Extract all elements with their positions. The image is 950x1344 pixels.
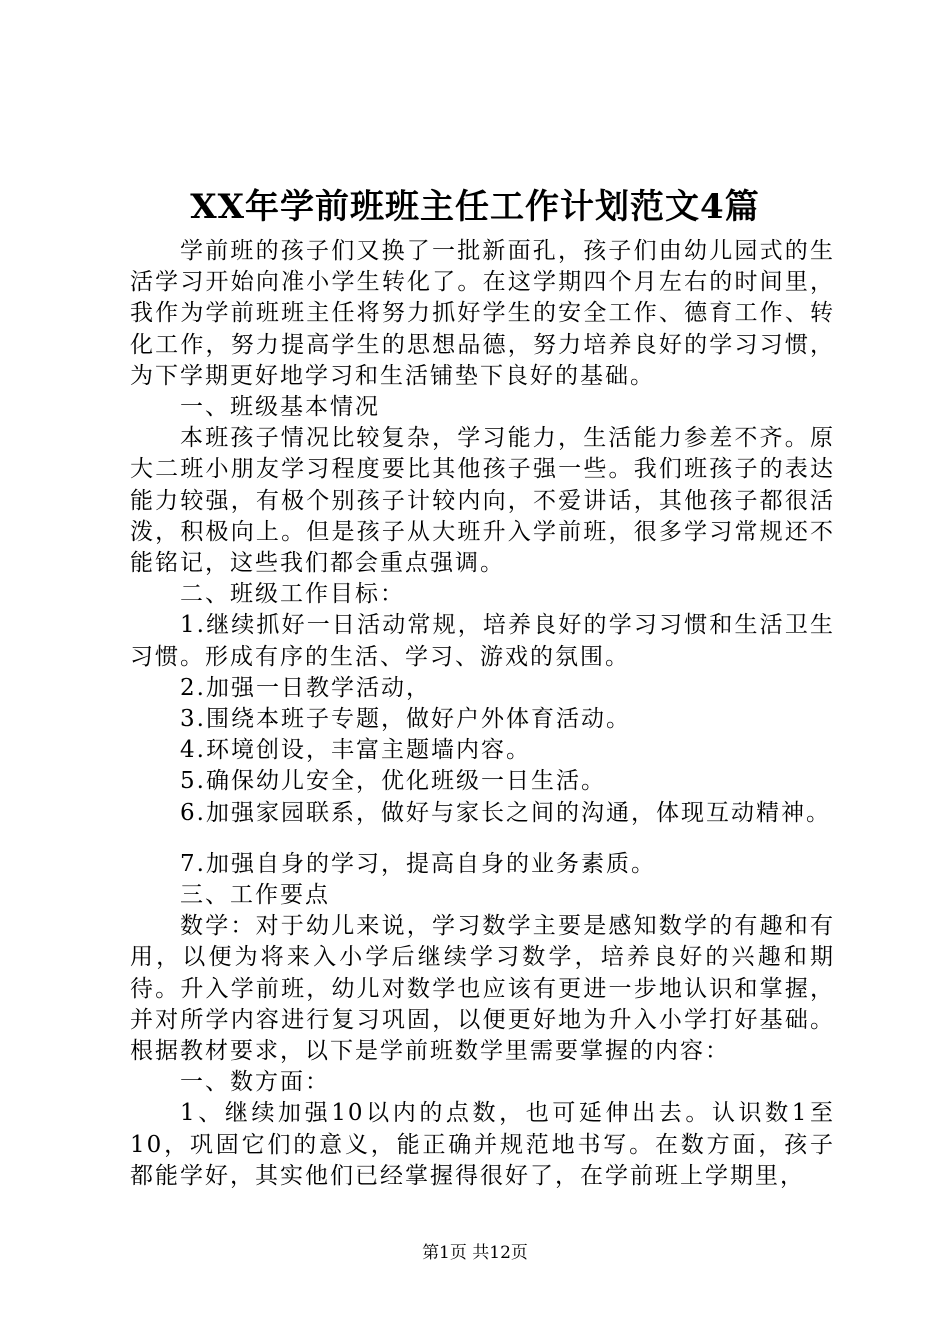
heading-class-situation: 一、班级基本情况: [180, 394, 380, 421]
paragraph-numbers: 1、继续加强10以内的点数，也可延伸出去。认识数1至10，巩固它们的意义，能正确并规范地书写。在数方面，孩子都能学好，其实他们已经掌握得很好了，在学前班上学期里，: [130, 1100, 835, 1189]
paragraph-math: 数学：对于幼儿来说，学习数学主要是感知数学的有趣和有用，以便为将来入小学后继续学习数学，培养良好的兴趣和期待。升入学前班，幼儿对数学也应该有更进一步地认识和掌握，并对所学内容进行复习巩固，以便更好地为升入小学打好基础。根据教材要求，以下是学前班数学里需要掌握的内容：: [130, 913, 835, 1065]
heading-numbers: 一、数方面：: [180, 1069, 330, 1096]
goal-item-6: 6.加强家园联系，做好与家长之间的沟通，体现互动精神。: [180, 799, 831, 826]
goal-item-2: 2.加强一日教学活动，: [180, 674, 431, 701]
heading-work-goals: 二、班级工作目标：: [180, 581, 405, 608]
paragraph-class-situation: 本班孩子情况比较复杂，学习能力，生活能力参差不齐。原大二班小朋友学习程度要比其他孩子强一些。我们班孩子的表达能力较强，有极个别孩子计较内向，不爱讲话，其他孩子都很活泼，积极向上。但是孩子从大班升入学前班，很多学习常规还不能铭记，这些我们都会重点强调。: [130, 425, 835, 577]
goal-item-7: 7.加强自身的学习，提高自身的业务素质。: [180, 850, 656, 877]
goal-item-1: 1.继续抓好一日活动常规，培养良好的学习习惯和生活卫生习惯。形成有序的生活、学习、游戏的氛围。: [130, 612, 835, 670]
paragraph-intro: 学前班的孩子们又换了一批新面孔，孩子们由幼儿园式的生活学习开始向准小学生转化了。在这学期四个月左右的时间里，我作为学前班班主任将努力抓好学生的安全工作、德育工作、转化工作，努力提高学生的思想品德，努力培养良好的学习习惯，为下学期更好地学习和生活铺垫下良好的基础。: [130, 238, 835, 389]
goal-item-4: 4.环境创设，丰富主题墙内容。: [180, 737, 531, 764]
document-title: XX年学前班班主任工作计划范文4篇: [190, 187, 760, 227]
document-body: [130, 236, 835, 1192]
goal-item-5: 5.确保幼儿安全，优化班级一日生活。: [180, 768, 606, 795]
heading-work-points: 三、工作要点: [180, 882, 330, 909]
page-footer: 第1页 共12页: [422, 1243, 528, 1263]
goal-item-3: 3.围绕本班子专题，做好户外体育活动。: [180, 706, 631, 733]
